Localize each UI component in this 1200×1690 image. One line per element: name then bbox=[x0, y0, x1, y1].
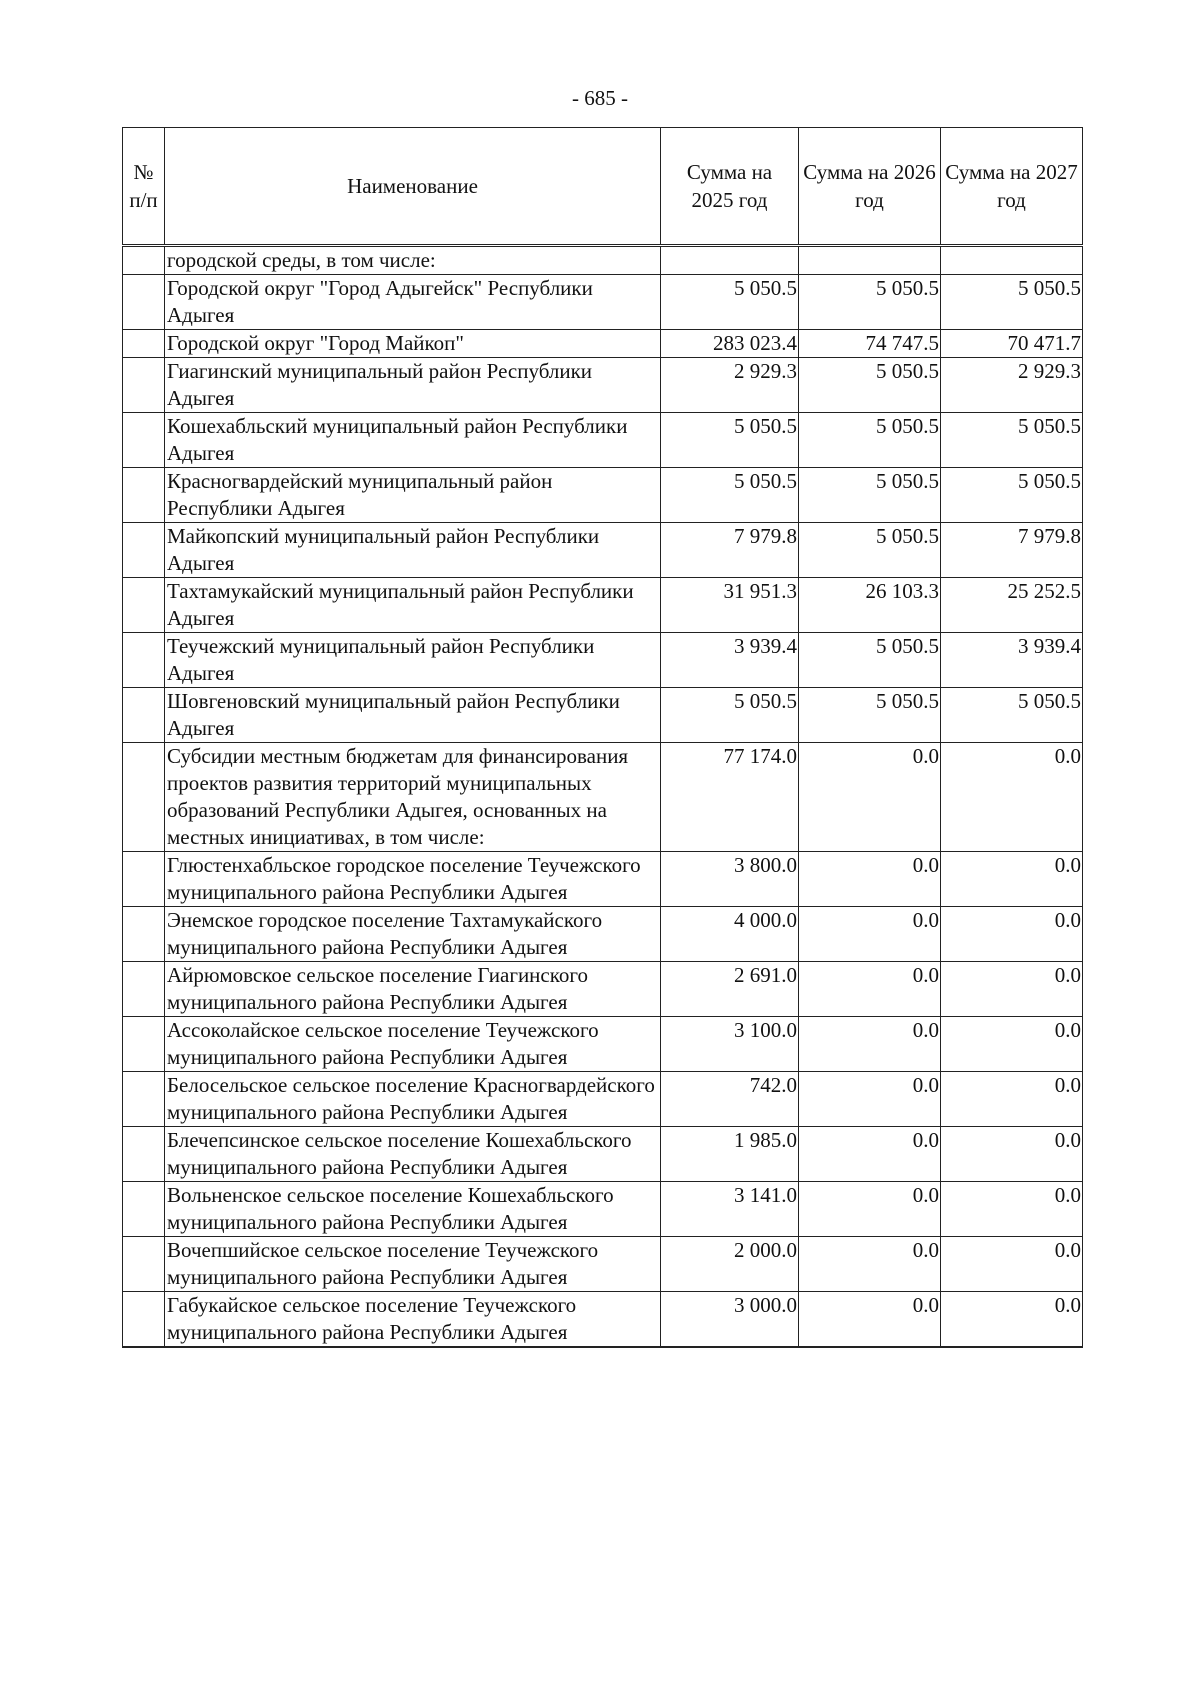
row-sum-2025: 5 050.5 bbox=[661, 468, 799, 523]
row-sum-2026: 5 050.5 bbox=[799, 413, 941, 468]
row-index bbox=[123, 1237, 165, 1292]
row-name: Тахтамукайский муниципальный район Республики Адыгея bbox=[165, 578, 661, 633]
row-sum-2027: 7 979.8 bbox=[941, 523, 1083, 578]
row-sum-2027: 0.0 bbox=[941, 1182, 1083, 1237]
row-index bbox=[123, 907, 165, 962]
header-name: Наименование bbox=[165, 128, 661, 246]
row-sum-2025: 5 050.5 bbox=[661, 413, 799, 468]
row-index bbox=[123, 578, 165, 633]
row-index bbox=[123, 275, 165, 330]
table-row bbox=[123, 688, 1083, 743]
row-name: Шовгеновский муниципальный район Республики Адыгея bbox=[165, 688, 661, 743]
table-row bbox=[123, 907, 1083, 962]
row-sum-2025: 3 100.0 bbox=[661, 1017, 799, 1072]
table-row bbox=[123, 962, 1083, 1017]
row-index bbox=[123, 743, 165, 852]
row-sum-2025: 3 939.4 bbox=[661, 633, 799, 688]
row-sum-2026: 5 050.5 bbox=[799, 633, 941, 688]
row-sum-2027: 5 050.5 bbox=[941, 688, 1083, 743]
table-row bbox=[123, 468, 1083, 523]
row-sum-2026: 0.0 bbox=[799, 907, 941, 962]
row-sum-2027: 3 939.4 bbox=[941, 633, 1083, 688]
row-sum-2027: 0.0 bbox=[941, 907, 1083, 962]
row-sum-2026: 74 747.5 bbox=[799, 330, 941, 358]
row-sum-2025: 2 929.3 bbox=[661, 358, 799, 413]
row-sum-2025 bbox=[661, 246, 799, 275]
table-row bbox=[123, 1182, 1083, 1237]
table-row bbox=[123, 1292, 1083, 1348]
row-name: Белосельское сельское поселение Красногвардейского муниципального района Республики Адыгея bbox=[165, 1072, 661, 1127]
row-sum-2025: 4 000.0 bbox=[661, 907, 799, 962]
row-sum-2025: 742.0 bbox=[661, 1072, 799, 1127]
row-index bbox=[123, 1017, 165, 1072]
row-name: Глюстенхабльское городское поселение Теучежского муниципального района Республики Адыгея bbox=[165, 852, 661, 907]
row-index bbox=[123, 358, 165, 413]
row-name: Габукайское сельское поселение Теучежского муниципального района Республики Адыгея bbox=[165, 1292, 661, 1348]
row-index bbox=[123, 330, 165, 358]
row-sum-2026: 0.0 bbox=[799, 1292, 941, 1348]
row-sum-2027: 0.0 bbox=[941, 852, 1083, 907]
row-sum-2027: 2 929.3 bbox=[941, 358, 1083, 413]
row-name: Субсидии местным бюджетам для финансирования проектов развития территорий муниципальных образований Республики Адыгея, основанных на местных инициативах, в том числе: bbox=[165, 743, 661, 852]
row-sum-2027: 70 471.7 bbox=[941, 330, 1083, 358]
row-sum-2025: 7 979.8 bbox=[661, 523, 799, 578]
row-name: Гиагинский муниципальный район Республики Адыгея bbox=[165, 358, 661, 413]
row-sum-2025: 5 050.5 bbox=[661, 688, 799, 743]
header-sum-2027: Сумма на 2027 год bbox=[941, 128, 1083, 246]
row-index bbox=[123, 1292, 165, 1348]
row-index bbox=[123, 852, 165, 907]
row-sum-2026 bbox=[799, 246, 941, 275]
row-sum-2027: 0.0 bbox=[941, 1127, 1083, 1182]
row-sum-2027: 0.0 bbox=[941, 1292, 1083, 1348]
row-sum-2026: 26 103.3 bbox=[799, 578, 941, 633]
row-sum-2025: 1 985.0 bbox=[661, 1127, 799, 1182]
table-row bbox=[123, 578, 1083, 633]
row-name: Блечепсинское сельское поселение Кошехабльского муниципального района Республики Адыгея bbox=[165, 1127, 661, 1182]
row-sum-2025: 3 000.0 bbox=[661, 1292, 799, 1348]
row-sum-2027: 0.0 bbox=[941, 962, 1083, 1017]
row-index bbox=[123, 1072, 165, 1127]
row-index bbox=[123, 962, 165, 1017]
row-sum-2026: 5 050.5 bbox=[799, 688, 941, 743]
row-sum-2025: 3 141.0 bbox=[661, 1182, 799, 1237]
table-row bbox=[123, 246, 1083, 275]
row-index bbox=[123, 468, 165, 523]
row-name: Вочепшийское сельское поселение Теучежского муниципального района Республики Адыгея bbox=[165, 1237, 661, 1292]
table-row bbox=[123, 633, 1083, 688]
row-sum-2026: 0.0 bbox=[799, 1237, 941, 1292]
header-index: № п/п bbox=[123, 128, 165, 246]
row-sum-2026: 0.0 bbox=[799, 743, 941, 852]
row-sum-2026: 5 050.5 bbox=[799, 275, 941, 330]
table-row bbox=[123, 413, 1083, 468]
row-name: Городской округ "Город Майкоп" bbox=[165, 330, 661, 358]
table-row bbox=[123, 1237, 1083, 1292]
row-name: Энемское городское поселение Тахтамукайского муниципального района Республики Адыгея bbox=[165, 907, 661, 962]
page-number: - 685 - bbox=[572, 86, 628, 110]
table-row bbox=[123, 743, 1083, 852]
row-sum-2027 bbox=[941, 246, 1083, 275]
row-sum-2026: 0.0 bbox=[799, 852, 941, 907]
row-sum-2025: 2 691.0 bbox=[661, 962, 799, 1017]
row-sum-2025: 77 174.0 bbox=[661, 743, 799, 852]
row-index bbox=[123, 523, 165, 578]
header-sum-2026: Сумма на 2026 год bbox=[799, 128, 941, 246]
row-name: Майкопский муниципальный район Республики Адыгея bbox=[165, 523, 661, 578]
row-sum-2025: 31 951.3 bbox=[661, 578, 799, 633]
row-sum-2026: 5 050.5 bbox=[799, 358, 941, 413]
table-header bbox=[123, 128, 1083, 246]
row-index bbox=[123, 688, 165, 743]
row-name: Кошехабльский муниципальный район Республики Адыгея bbox=[165, 413, 661, 468]
row-index bbox=[123, 1127, 165, 1182]
table-row bbox=[123, 330, 1083, 358]
table-row bbox=[123, 1127, 1083, 1182]
table-row bbox=[123, 1072, 1083, 1127]
row-index bbox=[123, 246, 165, 275]
row-name: Вольненское сельское поселение Кошехабльского муниципального района Республики Адыгея bbox=[165, 1182, 661, 1237]
row-sum-2026: 0.0 bbox=[799, 1072, 941, 1127]
row-sum-2025: 2 000.0 bbox=[661, 1237, 799, 1292]
row-sum-2026: 0.0 bbox=[799, 962, 941, 1017]
row-sum-2027: 0.0 bbox=[941, 1237, 1083, 1292]
table-row bbox=[123, 523, 1083, 578]
row-index bbox=[123, 413, 165, 468]
row-sum-2027: 25 252.5 bbox=[941, 578, 1083, 633]
table-row bbox=[123, 358, 1083, 413]
row-sum-2027: 0.0 bbox=[941, 743, 1083, 852]
row-sum-2026: 5 050.5 bbox=[799, 468, 941, 523]
row-name: Красногвардейский муниципальный район Республики Адыгея bbox=[165, 468, 661, 523]
row-name: Ассоколайское сельское поселение Теучежского муниципального района Республики Адыгея bbox=[165, 1017, 661, 1072]
row-sum-2025: 3 800.0 bbox=[661, 852, 799, 907]
table-row bbox=[123, 1017, 1083, 1072]
budget-table bbox=[122, 127, 1083, 1348]
row-name: Теучежский муниципальный район Республики Адыгея bbox=[165, 633, 661, 688]
table-row bbox=[123, 852, 1083, 907]
table-row bbox=[123, 275, 1083, 330]
row-sum-2026: 0.0 bbox=[799, 1017, 941, 1072]
row-name: Городской округ "Город Адыгейск" Республики Адыгея bbox=[165, 275, 661, 330]
row-sum-2026: 0.0 bbox=[799, 1182, 941, 1237]
row-sum-2027: 0.0 bbox=[941, 1017, 1083, 1072]
row-sum-2027: 0.0 bbox=[941, 1072, 1083, 1127]
header-row bbox=[123, 128, 1083, 246]
header-sum-2025: Сумма на 2025 год bbox=[661, 128, 799, 246]
row-sum-2027: 5 050.5 bbox=[941, 275, 1083, 330]
row-name: городской среды, в том числе: bbox=[165, 246, 661, 275]
row-sum-2025: 283 023.4 bbox=[661, 330, 799, 358]
row-sum-2026: 0.0 bbox=[799, 1127, 941, 1182]
row-sum-2027: 5 050.5 bbox=[941, 468, 1083, 523]
row-index bbox=[123, 1182, 165, 1237]
row-sum-2027: 5 050.5 bbox=[941, 413, 1083, 468]
row-name: Айрюмовское сельское поселение Гиагинского муниципального района Республики Адыгея bbox=[165, 962, 661, 1017]
table-body bbox=[123, 246, 1083, 1348]
row-sum-2025: 5 050.5 bbox=[661, 275, 799, 330]
row-index bbox=[123, 633, 165, 688]
row-sum-2026: 5 050.5 bbox=[799, 523, 941, 578]
